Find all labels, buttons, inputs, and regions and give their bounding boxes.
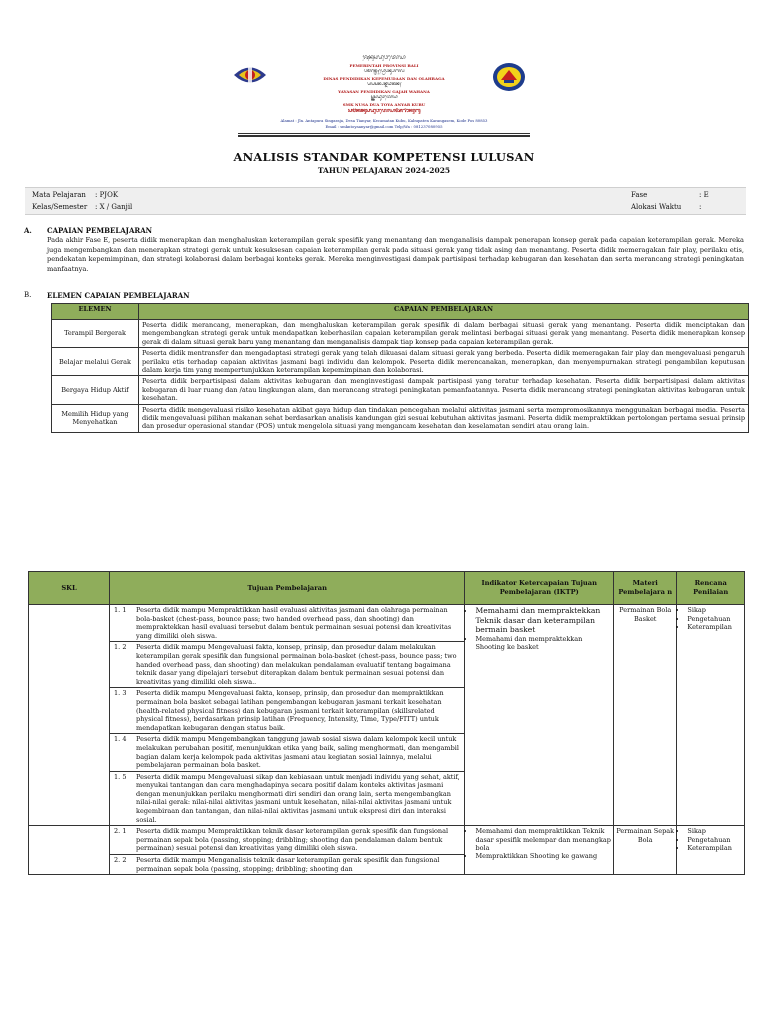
table-row: [29, 605, 745, 826]
col-skl: SKL: [29, 572, 110, 605]
rencana-item: • Pengetahuan: [687, 836, 742, 845]
table-row: [52, 376, 749, 404]
elemen-table: [51, 303, 749, 433]
fase-value: : E: [699, 191, 709, 199]
letterhead-balinese-5: ᬲᬫᬶᬓᬦᬸᬲᬤᬸᬯᬢᭀᬬᬵᬅᬜᬃᬓᬸᬩᬸ: [347, 108, 421, 114]
kelas-value: : X / Ganjil: [95, 203, 133, 211]
col-tujuan: Tujuan Pembelajaran: [110, 572, 465, 605]
letterhead-divider-thick: [238, 135, 530, 137]
table-row: [52, 320, 749, 348]
section-a-text: Pada akhir Fase E, peserta didik menerapkan dan menghaluskan keterampilan gerak spesifik yang menantang dan menganalisis dampak penerapan konsep gerak pada capaian keterampilan gerak. Mereka juga mengembangkan dan menerapkan strategi gerak untuk kesuksesan capaian keterampilan gerak pada situasi gerak yang tidak asing dan menantang. Peserta didik memeragakan fair play, perilaku etis, pendekatan kepemimpinan, dan strategi kolaborasi dalam berbagai konteks gerak. Mereka menginvestigasi dampak partisipasi terhadap kebugaran dan kesehatan dan serta merancang strategi peningkatan manfaatnya.: [47, 236, 744, 273]
table-row: [29, 826, 745, 875]
capaian-cell: Peserta didik mentransfer dan mengadaptasi strategi gerak yang telah dikuasai dalam situasi gerak yang berbeda. Peserta didik memeragakan fair play dan mengevaluasi pengaruh perilaku etis terhadap capaian aktivitas jasmani bagi individu dan kelompok. Peserta didik merencanakan, menerapkan, dan menyempurnakan strategi pengambilan keputusan dalam kerja tim yang mempertunjukkan keterampilan kepemimpinan dan kolaborasi.: [139, 348, 749, 376]
fase-label: Fase: [631, 191, 648, 199]
tujuan-cell: [110, 826, 465, 875]
skl-cell: [29, 605, 110, 826]
mapel-value: : PJOK: [95, 191, 119, 199]
capaian-cell: Peserta didik berpartisipasi dalam aktivitas kebugaran dan menginvestigasi dampak partisipasi yang teratur terhadap kesehatan. Peserta didik berpartisipasi dalam aktivitas kebugaran di luar ruang dan /atau lingkungan alam, dan merancang strategi peningkatan pemanfaatannya. Peserta didik merancang strategi peningkatan aktivitas kebugaran untuk kesehatan.: [139, 376, 749, 404]
table-row: [52, 404, 749, 432]
tp-number: 1. 5: [114, 772, 127, 781]
letterhead-address: Alamat : Jln. Antapura Singaraja, Desa Tianyar, Kecamatan Kubu, Kabupaten Karangasem, Kode Pos 80853: [280, 118, 488, 123]
tujuan-cell: [110, 605, 465, 826]
letterhead-balinese-2: ᬧᭂᬫᭂᬭᬶᬦ᭄ᬢᬄᬧ᭄ᬭᭀᬧᬶᬦ᭄ᬲᬶᬩᬮᬶ: [363, 69, 405, 74]
list-item: [110, 605, 464, 642]
skl-table-header: [29, 572, 745, 605]
iktp-item: • Mempraktikkan Shooting ke gawang: [475, 852, 611, 860]
tp-text: Peserta didik mampu Mengevaluasi sikap dan kebiasaan untuk menjadi individu yang sehat, aktif, menyukai tantangan dan cara menghadapinya secara positif dalam konteks aktivitas jasmani dengan menunjukkan perilaku menghormati diri sendiri dan orang lain, serta mengembangkan nilai-nilai gerak: nilai-nilai aktivitas jasmani untuk kesehatan, nilai-nilai aktivitas jasmani untuk kegembiraan dan tantangan, dan nilai-nilai aktivitas jasmani untuk ekspresi diri dan interaksi sosial.: [136, 772, 460, 824]
section-b-heading: ELEMEN CAPAIAN PEMBELAJARAN: [47, 291, 190, 300]
letterhead-balinese-1: ᬰ᭄ᬭᬶᬦᬸᬲᬤᬸᬯᬢᭀᬬᬵ: [362, 55, 406, 61]
rencana-item: • Keterampilan: [687, 844, 742, 853]
section-a-heading: CAPAIAN PEMBELAJARAN: [47, 226, 153, 235]
list-item: [110, 734, 464, 771]
iktp-item: • Memahami dan mempraktekkan Teknik dasar dan keterampilan bermain basket: [475, 606, 611, 635]
skl-cell: [29, 826, 110, 875]
subject-info-box: [25, 187, 746, 215]
rencana-item: • Pengetahuan: [687, 615, 742, 624]
tp-text: Peserta didik mampu Menganalisis teknik dasar keterampilan gerak spesifik dan fungsional permainan sepak bola (passing, stopping; dribbling; shooting dan: [136, 856, 440, 873]
list-item: [110, 826, 464, 855]
tp-number: 1. 3: [114, 689, 127, 698]
letterhead-department: DINAS PENDIDIKAN KEPEMUDAAN DAN OLAHRAGA: [323, 76, 445, 81]
tp-text: Peserta didik mampu Mengembangkan tanggung jawab sosial siswa dalam kelompok kecil untuk melakukan perubahan positif, menunjukkan etika yang baik, saling menghormati, dan mengambil bagian dalam kerja kelompok pada aktivitas jasmani atau kegiatan sosial lainnya, melalui pembelajaran permainan bola basket.: [136, 735, 459, 770]
section-a-letter: A.: [24, 226, 32, 235]
tp-number: 1. 4: [114, 735, 127, 744]
tp-text: Peserta didik mampu Mempraktikkan hasil evaluasi aktivitas jasmani dan olahraga permainan bola-basket (chest-pass, bounce pass; two handed overhead pass, dan shooting) dan mempraktekkan hasil evaluasi tersebut dalam bentuk permainan sesuai potensi dan kreativitas yang dimiliki oleh siswa.: [136, 606, 452, 640]
iktp-cell: [465, 826, 614, 875]
col-elemen: ELEMEN: [52, 304, 139, 320]
col-materi: Materi Pembelajara n: [614, 572, 677, 605]
tp-number: 1. 1: [114, 606, 127, 614]
letterhead-balinese-4: ᬲ᭄ᬫ᭄ᬓ᭄ᬦᬸᬲᬤᬸᬯᬢᭀᬬᬵ: [370, 95, 398, 100]
letterhead-foundation: YAYASAN PENDIDIKAN GAJAH WAHANA: [338, 89, 430, 94]
iktp-item: • Memahami dan mempraktekkan Shooting ke basket: [475, 635, 611, 652]
capaian-cell: Peserta didik mengevaluasi risiko kesehatan akibat gaya hidup dan tindakan pencegahan melalui aktivitas jasmani serta mempromosikannya menggunakan berbagai media. Peserta didik mengevaluasi pilihan makanan sehat berdasarkan analisis kandungan gizi sesuai kebutuhan aktivitas jasmani. Peserta didik mempraktikkan pertolongan pertama sesuai prinsip dan prosedur operasional standar (POS) untuk mengelola situasi yang mengancam kesehatan dan keselamatan sendiri atau orang lain.: [139, 404, 749, 432]
letterhead-divider: [238, 133, 530, 134]
col-iktp: Indikator Ketercapaian Tujuan Pembelajaran (IKTP): [465, 572, 614, 605]
tp-text: Peserta didik mampu Mengevaluasi fakta, konsep, prinsip, dan prosedur dalam melakukan keterampilan gerak spesifik dan fungsional permainan bola-basket (chest-pass, bounce pass; two handed overhead pass, dan shooting) dan melakukan pendalaman evaluatif tentang bagaimana teknik dasar yang dipelajari tersebut diterapkan dalam bentuk permainan sesuai potensi dan kreativitas yang dimiliki oleh siswa..: [136, 643, 457, 686]
letterhead-balinese-3: ᬬᬬᬲᬦ᭄ᬧᭂᬦ᭄ᬤᬶᬤᬶᬓᬦ᭄: [366, 82, 402, 87]
elemen-cell: Terampil Bergerak: [52, 320, 139, 348]
elemen-table-header: [52, 304, 749, 320]
section-b-letter: B.: [24, 291, 32, 299]
iktp-item: • Memahami dan mempraktikkan Teknik dasar spesifik melempar dan menangkap bola: [475, 827, 611, 852]
iktp-cell: [465, 605, 614, 826]
col-capaian: CAPAIAN PEMBELAJARAN: [139, 304, 749, 320]
col-rencana: Rencana Penilaian: [677, 572, 745, 605]
capaian-cell: Peserta didik merancang, menerapkan, dan menghaluskan keterampilan gerak spesifik di dalam berbagai situasi gerak yang menantang. Peserta didik menciptakan dan mengembangkan strategi gerak untuk mendapatkan keberhasilan capaian keterampilan gerak melintasi berbagai situasi gerak yang menantang. Peserta didik menerapkan konsep gerak di dalam situasi gerak baru yang menantang dan menganalisis dampak tiap konsep pada capaian keterampilan gerak.: [139, 320, 749, 348]
letterhead-school-name: SMK NUSA DUA TOYA ANYAR KUBU: [342, 102, 426, 107]
kelas-label: Kelas/Semester: [32, 203, 88, 211]
elemen-cell: Memilih Hidup yang Menyehatkan: [52, 404, 139, 432]
rencana-cell: [677, 605, 745, 826]
list-item: [110, 642, 464, 688]
rencana-cell: [677, 826, 745, 875]
alokasi-label: Alokasi Waktu: [631, 203, 682, 211]
mapel-label: Mata Pelajaran: [32, 191, 86, 199]
materi-cell: Permainan Bola Basket: [614, 605, 677, 826]
alokasi-value: :: [699, 203, 702, 211]
skl-analysis-table: [28, 571, 745, 875]
materi-cell: Permainan Sepak Bola: [614, 826, 677, 875]
list-item: [110, 772, 464, 826]
rencana-item: • Keterampilan: [687, 623, 742, 632]
list-item: [110, 688, 464, 734]
tp-number: 2. 1: [114, 827, 127, 836]
elemen-cell: Belajar melalui Gerak: [52, 348, 139, 376]
elemen-cell: Bergaya Hidup Aktif: [52, 376, 139, 404]
rencana-item: • Sikap: [687, 827, 742, 836]
rencana-item: • Sikap: [687, 606, 742, 615]
list-item: [110, 855, 464, 874]
bali-province-emblem-icon: [232, 62, 268, 88]
document-subtitle: TAHUN PELAJARAN 2024-2025: [317, 166, 451, 175]
tp-text: Peserta didik mampu Mengevaluasi fakta, konsep, prinsip, dan prosedur dan mempraktikkan permainan bola basket sebagai latihan pengembangan kebugaran jasmani terkait kesehatan (health-related physical fitness) dan kebugaran jasmani terkait keterampilan (skillsrelated physical fitness), berdasarkan prinsip latihan (Frequency, Intensity, Time, Type/FITT) untuk mendapatkan kebugaran dengan status baik.: [136, 689, 444, 732]
tp-number: 1. 2: [114, 643, 127, 652]
letterhead-contact: Email : smkntoyaanyar@gmail.com Telp/Wa : 081237080955: [325, 124, 443, 129]
tp-number: 2. 2: [114, 856, 127, 865]
tp-text: Peserta didik mampu Mempraktikkan teknik dasar keterampilan gerak spesifik dan fungsional permainan sepak bola (passing, stopping; dribbling; shooting dan pendalaman dalam bentuk permainan) sesuai potensi dan kreativitas yang dimiliki oleh siswa.: [136, 827, 449, 853]
letterhead-government: PEMERINTAH PROVINSI BALI: [349, 63, 419, 68]
document-title: ANALISIS STANDAR KOMPETENSI LULUSAN: [233, 150, 535, 164]
table-row: [52, 348, 749, 376]
